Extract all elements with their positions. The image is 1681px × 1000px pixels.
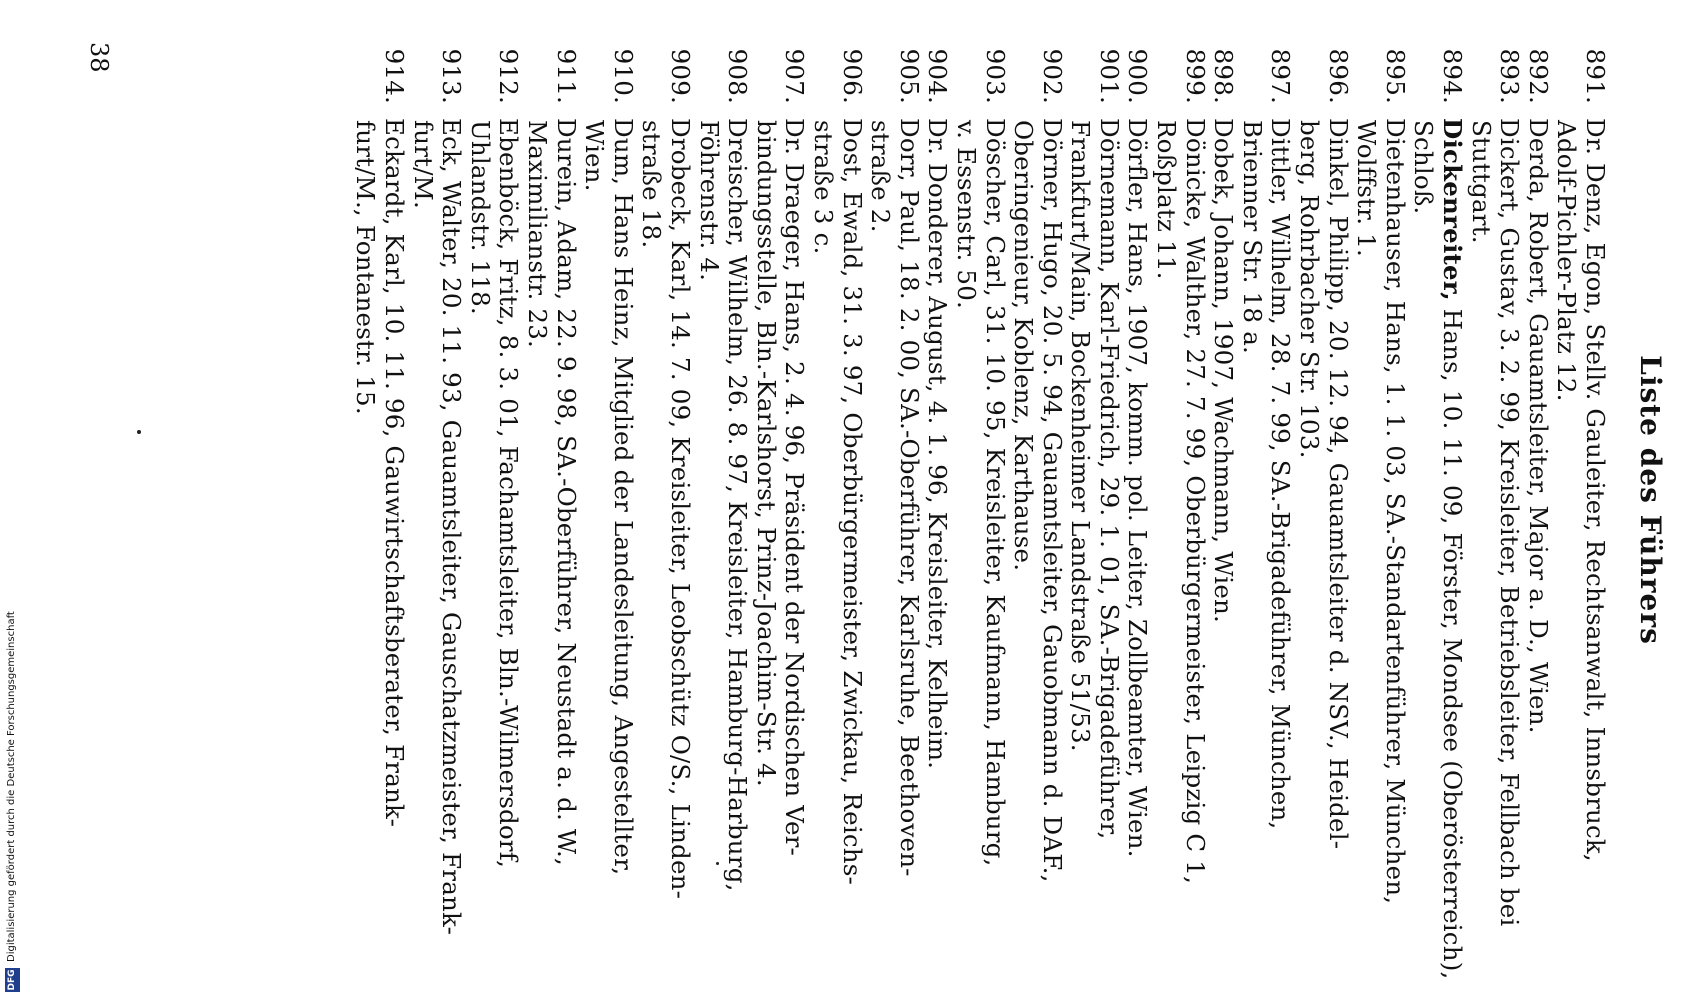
entry-text [1123, 118, 1152, 972]
entry-line: Dörfler, Hans, 1907, komm. pol. Leiter, Zollbeamter, Wien. [1123, 118, 1153, 858]
entry-number: 907. [780, 48, 810, 104]
entry-line: Wolffstr. 1. [1352, 120, 1382, 258]
entry-line: straße 3 c. [808, 120, 838, 255]
entry-text [1066, 118, 1123, 972]
entry-line: Maximilianstr. 23. [523, 120, 553, 349]
entry-line: Dr. Donderer, August, 4. 1. 96, Kreisleiter, Kelheim. [923, 118, 953, 770]
entry-text [1294, 118, 1351, 972]
entry-line: Dickert, Gustav, 3. 2. 99, Kreisleiter, Betriebsleiter, Fellbach bei [1495, 118, 1525, 927]
list-entry [351, 42, 408, 972]
entry-text [408, 118, 465, 972]
list-entry [694, 42, 751, 972]
entry-text [1009, 118, 1066, 972]
list-entry [1409, 42, 1468, 980]
entry-text [1466, 118, 1523, 972]
entry-line: Dinkel, Philipp, 20. 12. 94, Gauamtsleiter d. NSV., Heidel- [1323, 118, 1353, 850]
scan-speck [137, 430, 141, 434]
list-entry [1152, 42, 1209, 972]
entry-line: straße 18. [637, 120, 667, 249]
entry-line: Dobek, Johann, 1907, Wachmann, Wien. [1209, 118, 1239, 623]
list-entry [465, 42, 522, 972]
list-entry [1294, 42, 1351, 972]
entry-number: 913. [437, 48, 467, 104]
list-entry [1009, 42, 1066, 972]
entry-number: 895. [1380, 48, 1410, 104]
entry-number: 893. [1495, 48, 1525, 104]
entry-number: 901. [1094, 48, 1124, 104]
entry-number: 903. [980, 48, 1010, 104]
entry-number: 910. [608, 48, 638, 104]
entry-line: Dreischer, Wilhelm, 26. 8. 97, Kreisleiter, Hamburg-Harburg, [723, 118, 753, 892]
entry-number: 894. [1438, 48, 1468, 104]
entry-line: Döscher, Carl, 31. 10. 95, Kreisleiter, Kaufmann, Hamburg, [980, 118, 1010, 867]
list-entry [1209, 42, 1238, 972]
entry-text [465, 118, 522, 972]
list-entry [951, 42, 1008, 972]
entry-line: Dr. Draeger, Hans, 2. 4. 96, Präsident der Nordischen Ver- [780, 118, 810, 857]
entry-line: Dönicke, Walther, 27. 7. 99, Oberbürgermeister, Leipzig C 1, [1180, 118, 1210, 885]
entry-number: 908. [723, 48, 753, 104]
entry-line: Dost, Ewald, 31. 3. 97, Oberbürgermeister, Zwickau, Reichs- [837, 118, 867, 886]
scan-speck [716, 862, 719, 865]
entry-line: Dickenreiter, Hans, 10. 11. 09, Förster, Mondsee (Oberösterreich), [1438, 118, 1468, 980]
entry-text [1237, 118, 1294, 972]
entry-number: 900. [1123, 48, 1153, 104]
entry-number: 897. [1266, 48, 1296, 104]
list-entry [580, 42, 637, 972]
entry-number: 902. [1037, 48, 1067, 104]
list-entry [522, 42, 579, 972]
entry-line: Dietenhauser, Hans, 1. 1. 03, SA.-Standartenführer, München, [1380, 118, 1410, 905]
entry-number: 905. [894, 48, 924, 104]
dfg-badge: DFG [5, 968, 20, 992]
entry-text [1352, 118, 1409, 972]
entry-number: 896. [1323, 48, 1353, 104]
entry-text [351, 118, 408, 972]
entry-line: Wien. [580, 120, 610, 192]
list-entry [408, 42, 465, 972]
entry-text [951, 118, 1008, 972]
digitization-note [2, 0, 24, 998]
entry-line: furt/M. [408, 120, 438, 209]
entry-text [866, 118, 923, 972]
list-entry [866, 42, 923, 972]
entry-text [808, 118, 865, 972]
entry-line: straße 2. [866, 120, 896, 233]
entry-list [351, 42, 1610, 980]
list-entry [751, 42, 808, 972]
entry-line: Adolf-Pichler-Platz 12. [1552, 120, 1582, 402]
entry-text [1152, 118, 1209, 972]
entry-line: Derda, Robert, Gauamtsleiter, Major a. D., Wien. [1523, 118, 1553, 734]
entry-text [580, 118, 637, 972]
entry-line: Föhrenstr. 4. [694, 120, 724, 282]
entry-line: berg, Rohrbacher Str. 103. [1295, 120, 1325, 459]
entry-line: Dittler, Wilhelm, 28. 7. 99, SA.-Brigadeführer, München, [1266, 118, 1296, 830]
entry-line: furt/M., Fontanestr. 15. [351, 120, 381, 415]
page-number: 38 [85, 42, 113, 73]
entry-line: Eck, Walter, 20. 11. 93, Gauamtsleiter, Gauschatzmeister, Frank- [437, 118, 467, 936]
entry-number: 899. [1180, 48, 1210, 104]
entry-line: Schloß. [1409, 120, 1439, 215]
entry-line: bindungsstelle, Bln.-Karlshorst, Prinz-Joachim-Str. 4. [751, 120, 781, 787]
entry-line: Durein, Adam, 22. 9. 98, SA.-Oberführer, Neustadt a. d. W., [551, 118, 581, 867]
entry-text [522, 118, 579, 972]
entry-line: Dr. Denz, Egon, Stellv. Gauleiter, Rechtsanwalt, Innsbruck, [1581, 118, 1610, 862]
entry-line: Dörner, Hugo, 20. 5. 94, Gauamtsleiter, Gauobmann d. DAF., [1037, 118, 1067, 883]
list-entry [1237, 42, 1294, 972]
list-entry [1523, 42, 1552, 972]
list-entry [1352, 42, 1409, 972]
list-entry [637, 42, 694, 972]
entry-line: Brienner Str. 18 a. [1237, 120, 1267, 354]
entry-line: Drobeck, Karl, 14. 7. 09, Kreisleiter, Leobschütz O/S., Linden- [666, 118, 695, 900]
list-entry [808, 42, 865, 972]
list-entry [1466, 42, 1523, 972]
list-entry [1552, 42, 1609, 972]
entry-line: Stuttgart. [1466, 120, 1496, 244]
entry-text [1552, 118, 1609, 972]
entry-number: 898. [1209, 48, 1239, 104]
list-entry [1123, 42, 1152, 972]
entry-text [1209, 118, 1238, 972]
page-header: Liste des Führers [1634, 355, 1667, 645]
entry-line: Oberingenieur, Koblenz, Karthause. [1009, 120, 1039, 572]
entry-number: 892. [1523, 48, 1553, 104]
entry-line: Ebenböck, Fritz, 8. 3. 01, Fachamtsleiter, Bln.-Wilmersdorf, [494, 118, 524, 869]
digitization-text: Digitalisierung gefördert durch die Deutsche Forschungsgemeinschaft [6, 611, 17, 962]
entry-line: Dum, Hans Heinz, Mitglied der Landesleitung, Angestellter, [608, 118, 638, 876]
entry-text [1409, 118, 1466, 979]
entry-text [694, 118, 751, 972]
highlighted-name: Dickenreiter, [1438, 118, 1468, 301]
entry-text [751, 118, 808, 972]
entry-number: 891. [1581, 48, 1610, 104]
entry-text [1523, 118, 1552, 972]
entry-text [637, 118, 694, 972]
entry-number: 906. [837, 48, 867, 104]
entry-line: Dorr, Paul, 18. 2. 00, SA.-Oberführer, Karlsruhe, Beethoven- [894, 118, 924, 877]
entry-line: v. Essenstr. 50. [951, 120, 981, 309]
entry-number: 912. [494, 48, 524, 104]
list-entry [923, 42, 952, 972]
entry-line: Eckardt, Karl, 10. 11. 96, Gauwirtschaftsberater, Frank- [380, 118, 410, 828]
entry-line: Roßplatz 11. [1152, 120, 1182, 280]
entry-line: Frankfurt/Main, Bockenheimer Landstraße 51/53. [1066, 120, 1096, 752]
list-entry [1066, 42, 1123, 972]
entry-number: 911. [551, 48, 581, 104]
entry-number: 904. [923, 48, 953, 104]
entry-number: 909. [666, 48, 695, 104]
entry-number: 914. [380, 48, 410, 104]
entry-line: Uhlandstr. 118. [465, 120, 495, 315]
entry-text [923, 118, 952, 972]
entry-line: Dörnemann, Karl-Friedrich, 29. 1. 01, SA.-Brigadeführer, [1094, 118, 1124, 840]
